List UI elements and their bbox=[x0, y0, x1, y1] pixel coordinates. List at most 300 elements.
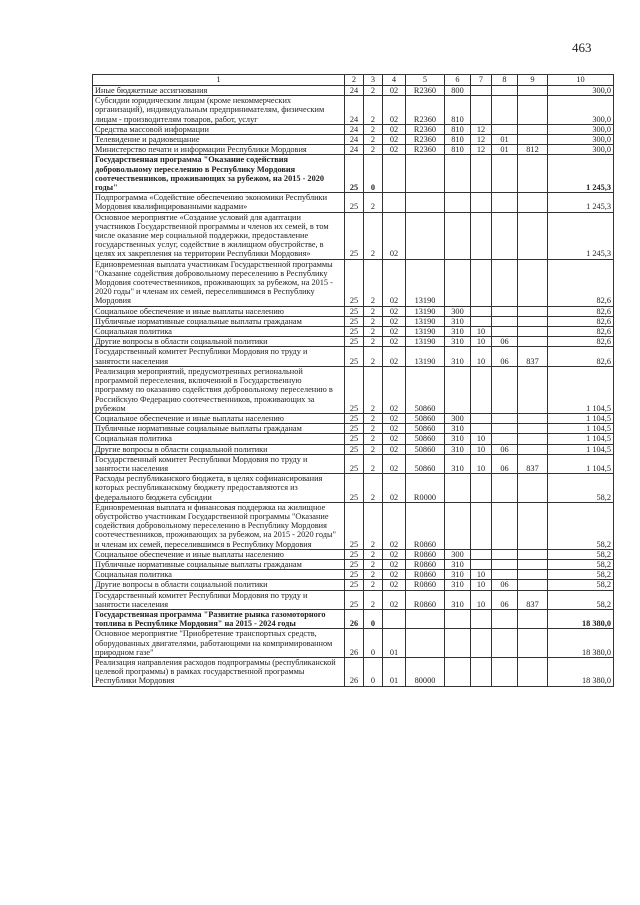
subprogram-code-cell: 2 bbox=[364, 96, 383, 125]
department-code-cell bbox=[518, 657, 548, 686]
table-row bbox=[93, 337, 614, 347]
section-code-cell: 25 bbox=[345, 444, 364, 454]
department-code-cell bbox=[518, 155, 548, 193]
section-code-cell: 25 bbox=[345, 259, 364, 306]
chapter-cell: 10 bbox=[471, 434, 492, 444]
department-code-cell bbox=[518, 580, 548, 590]
item-name-cell: Социальное обеспечение и иные выплаты населению bbox=[93, 413, 345, 423]
item-name-cell: Государственный комитет Республики Мордовия по труду и занятости населения bbox=[93, 590, 345, 609]
table-row bbox=[93, 454, 614, 473]
item-name-cell: Социальное обеспечение и иные выплаты населению bbox=[93, 306, 345, 316]
section-code-cell: 25 bbox=[345, 316, 364, 326]
target-code-cell bbox=[406, 155, 445, 193]
expense-type-cell bbox=[445, 609, 471, 628]
subsection-cell bbox=[492, 549, 518, 559]
section-code-cell: 25 bbox=[345, 502, 364, 549]
amount-cell: 18 380,0 bbox=[548, 609, 614, 628]
table-row bbox=[93, 96, 614, 125]
item-name-cell: Основное мероприятие «Создание условий для адаптации участников Государственной программы и членов их семей, в том числе оказание мер социальной поддержки, предоставление государственных услуг, содействие в жилищном обустройстве, в целях их закрепления на территории Республики Мордовия» bbox=[93, 212, 345, 259]
table-row bbox=[93, 434, 614, 444]
chapter-cell bbox=[471, 657, 492, 686]
item-name-cell: Государственная программа "Оказание содействия добровольному переселению в Республику Мордовия соотечественников, проживающих за рубежом, на 2015 - 2020 годы" bbox=[93, 155, 345, 193]
amount-cell: 1 245,3 bbox=[548, 193, 614, 212]
department-code-cell bbox=[518, 434, 548, 444]
subprogram-code-cell: 2 bbox=[364, 327, 383, 337]
item-name-cell: Социальная политика bbox=[93, 570, 345, 580]
expense-type-cell bbox=[445, 657, 471, 686]
header-cell: 7 bbox=[471, 75, 492, 86]
expense-type-cell: 310 bbox=[445, 327, 471, 337]
section-code-cell: 26 bbox=[345, 657, 364, 686]
chapter-cell bbox=[471, 559, 492, 569]
chapter-cell bbox=[471, 316, 492, 326]
subprogram-code-cell: 0 bbox=[364, 155, 383, 193]
section-code-cell: 25 bbox=[345, 193, 364, 212]
section-code-cell: 25 bbox=[345, 549, 364, 559]
subsection-cell: 01 bbox=[492, 135, 518, 145]
subprogram-code-cell: 2 bbox=[364, 559, 383, 569]
expense-type-cell: 310 bbox=[445, 559, 471, 569]
chapter-cell bbox=[471, 629, 492, 658]
subsection-cell: 06 bbox=[492, 444, 518, 454]
budget-table bbox=[92, 74, 614, 687]
target-code-cell: 50860 bbox=[406, 413, 445, 423]
subsection-cell: 06 bbox=[492, 454, 518, 473]
expense-type-cell: 300 bbox=[445, 413, 471, 423]
event-code-cell: 02 bbox=[383, 212, 406, 259]
table-row bbox=[93, 124, 614, 134]
amount-cell: 58,2 bbox=[548, 549, 614, 559]
subprogram-code-cell: 2 bbox=[364, 454, 383, 473]
header-cell: 4 bbox=[383, 75, 406, 86]
target-code-cell: 13190 bbox=[406, 327, 445, 337]
table-row bbox=[93, 590, 614, 609]
header-cell: 5 bbox=[406, 75, 445, 86]
item-name-cell: Другие вопросы в области социальной политики bbox=[93, 444, 345, 454]
chapter-cell bbox=[471, 212, 492, 259]
subprogram-code-cell: 2 bbox=[364, 212, 383, 259]
subsection-cell: 06 bbox=[492, 580, 518, 590]
amount-cell: 1 104,5 bbox=[548, 413, 614, 423]
table-row bbox=[93, 444, 614, 454]
expense-type-cell: 310 bbox=[445, 424, 471, 434]
chapter-cell: 10 bbox=[471, 454, 492, 473]
expense-type-cell bbox=[445, 193, 471, 212]
chapter-cell: 10 bbox=[471, 327, 492, 337]
department-code-cell bbox=[518, 96, 548, 125]
subsection-cell bbox=[492, 424, 518, 434]
chapter-cell bbox=[471, 86, 492, 96]
amount-cell: 1 245,3 bbox=[548, 155, 614, 193]
section-code-cell: 25 bbox=[345, 454, 364, 473]
section-code-cell: 24 bbox=[345, 124, 364, 134]
amount-cell: 1 104,5 bbox=[548, 366, 614, 413]
table-row bbox=[93, 212, 614, 259]
item-name-cell: Средства массовой информации bbox=[93, 124, 345, 134]
table-row bbox=[93, 145, 614, 155]
subsection-cell bbox=[492, 366, 518, 413]
table-row bbox=[93, 549, 614, 559]
item-name-cell: Расходы республиканского бюджета, в целях софинансирования которых республиканскому бюджету предоставляются из федерального бюджета субсидии bbox=[93, 474, 345, 503]
department-code-cell bbox=[518, 474, 548, 503]
target-code-cell: R2360 bbox=[406, 124, 445, 134]
chapter-cell bbox=[471, 306, 492, 316]
department-code-cell bbox=[518, 327, 548, 337]
amount-cell: 300,0 bbox=[548, 86, 614, 96]
chapter-cell bbox=[471, 609, 492, 628]
department-code-cell bbox=[518, 212, 548, 259]
department-code-cell: 837 bbox=[518, 590, 548, 609]
chapter-cell: 12 bbox=[471, 124, 492, 134]
header-cell: 3 bbox=[364, 75, 383, 86]
target-code-cell: 80000 bbox=[406, 657, 445, 686]
expense-type-cell: 310 bbox=[445, 454, 471, 473]
target-code-cell: R2360 bbox=[406, 135, 445, 145]
table-row bbox=[93, 657, 614, 686]
expense-type-cell bbox=[445, 155, 471, 193]
expense-type-cell bbox=[445, 212, 471, 259]
subsection-cell bbox=[492, 502, 518, 549]
table-row bbox=[93, 502, 614, 549]
target-code-cell: 50860 bbox=[406, 366, 445, 413]
expense-type-cell bbox=[445, 366, 471, 413]
chapter-cell: 10 bbox=[471, 444, 492, 454]
section-code-cell: 26 bbox=[345, 629, 364, 658]
item-name-cell: Реализация мероприятий, предусмотренных региональной программой переселения, включенной в Государственную программу по оказанию содействия добровольному переселению в Российскую Федерацию соотечественников, проживающих за рубежом bbox=[93, 366, 345, 413]
amount-cell: 18 380,0 bbox=[548, 629, 614, 658]
chapter-cell bbox=[471, 549, 492, 559]
section-code-cell: 25 bbox=[345, 337, 364, 347]
subsection-cell bbox=[492, 316, 518, 326]
section-code-cell: 25 bbox=[345, 590, 364, 609]
subprogram-code-cell: 2 bbox=[364, 580, 383, 590]
department-code-cell: 837 bbox=[518, 347, 548, 366]
target-code-cell: R0000 bbox=[406, 474, 445, 503]
item-name-cell: Единовременная выплата участникам Государственной программы "Оказание содействия добровольному переселению в Республику Мордовия соотечественников, проживающих за рубежом, на 2015 - 2020 годы" и членам их семей, переселившимся в Республику Мордовия bbox=[93, 259, 345, 306]
item-name-cell: Социальное обеспечение и иные выплаты населению bbox=[93, 549, 345, 559]
amount-cell: 58,2 bbox=[548, 474, 614, 503]
section-code-cell: 26 bbox=[345, 609, 364, 628]
table-row bbox=[93, 580, 614, 590]
item-name-cell: Иные бюджетные ассигнования bbox=[93, 86, 345, 96]
item-name-cell: Публичные нормативные социальные выплаты гражданам bbox=[93, 316, 345, 326]
subprogram-code-cell: 2 bbox=[364, 366, 383, 413]
chapter-cell: 12 bbox=[471, 145, 492, 155]
chapter-cell bbox=[471, 474, 492, 503]
amount-cell: 82,6 bbox=[548, 259, 614, 306]
target-code-cell bbox=[406, 212, 445, 259]
target-code-cell: R0860 bbox=[406, 559, 445, 569]
department-code-cell bbox=[518, 316, 548, 326]
department-code-cell bbox=[518, 193, 548, 212]
expense-type-cell: 810 bbox=[445, 145, 471, 155]
department-code-cell bbox=[518, 444, 548, 454]
event-code-cell: 02 bbox=[383, 580, 406, 590]
department-code-cell: 812 bbox=[518, 145, 548, 155]
event-code-cell: 02 bbox=[383, 590, 406, 609]
subprogram-code-cell: 2 bbox=[364, 474, 383, 503]
table-row bbox=[93, 155, 614, 193]
expense-type-cell: 310 bbox=[445, 434, 471, 444]
target-code-cell: R0860 bbox=[406, 590, 445, 609]
amount-cell: 82,6 bbox=[548, 327, 614, 337]
table-row bbox=[93, 559, 614, 569]
subprogram-code-cell: 2 bbox=[364, 549, 383, 559]
item-name-cell: Единовременная выплата и финансовая поддержка на жилищное обустройство участникам Государственной программы "Оказание содействия добровольному переселению в Республику Мордовия соотечественников, проживающих за рубежом, на 2015 - 2020 годы" и членам их семей, переселившимся в Республику Мордовия bbox=[93, 502, 345, 549]
event-code-cell: 02 bbox=[383, 366, 406, 413]
chapter-cell bbox=[471, 96, 492, 125]
item-name-cell: Основное мероприятие "Приобретение транспортных средств, оборудованных двигателями, работающими на компримированном природном газе" bbox=[93, 629, 345, 658]
item-name-cell: Подпрограмма «Содействие обеспечению экономики Республики Мордовия квалифицированными кадрами» bbox=[93, 193, 345, 212]
subsection-cell bbox=[492, 96, 518, 125]
subsection-cell bbox=[492, 124, 518, 134]
event-code-cell: 02 bbox=[383, 96, 406, 125]
subprogram-code-cell: 2 bbox=[364, 444, 383, 454]
subprogram-code-cell: 2 bbox=[364, 337, 383, 347]
target-code-cell: 13190 bbox=[406, 306, 445, 316]
department-code-cell bbox=[518, 609, 548, 628]
section-code-cell: 25 bbox=[345, 306, 364, 316]
event-code-cell: 01 bbox=[383, 657, 406, 686]
subprogram-code-cell: 0 bbox=[364, 657, 383, 686]
header-cell: 1 bbox=[93, 75, 345, 86]
item-name-cell: Субсидии юридическим лицам (кроме некоммерческих организаций), индивидуальным предпринимателям, физическим лицам - производителям товаров, работ, услуг bbox=[93, 96, 345, 125]
target-code-cell: 13190 bbox=[406, 316, 445, 326]
department-code-cell bbox=[518, 124, 548, 134]
header-cell: 8 bbox=[492, 75, 518, 86]
expense-type-cell: 310 bbox=[445, 580, 471, 590]
subsection-cell bbox=[492, 434, 518, 444]
header-cell: 6 bbox=[445, 75, 471, 86]
event-code-cell: 02 bbox=[383, 570, 406, 580]
subprogram-code-cell: 2 bbox=[364, 259, 383, 306]
event-code-cell: 02 bbox=[383, 502, 406, 549]
target-code-cell: R0860 bbox=[406, 549, 445, 559]
header-cell: 9 bbox=[518, 75, 548, 86]
expense-type-cell: 810 bbox=[445, 96, 471, 125]
subprogram-code-cell: 2 bbox=[364, 193, 383, 212]
target-code-cell: R0860 bbox=[406, 502, 445, 549]
amount-cell: 58,2 bbox=[548, 502, 614, 549]
section-code-cell: 24 bbox=[345, 86, 364, 96]
event-code-cell: 02 bbox=[383, 124, 406, 134]
chapter-cell bbox=[471, 502, 492, 549]
item-name-cell: Государственный комитет Республики Мордовия по труду и занятости населения bbox=[93, 454, 345, 473]
department-code-cell: 837 bbox=[518, 454, 548, 473]
amount-cell: 300,0 bbox=[548, 135, 614, 145]
event-code-cell: 02 bbox=[383, 424, 406, 434]
amount-cell: 82,6 bbox=[548, 306, 614, 316]
subprogram-code-cell: 2 bbox=[364, 424, 383, 434]
subprogram-code-cell: 2 bbox=[364, 413, 383, 423]
target-code-cell: 13190 bbox=[406, 337, 445, 347]
subsection-cell bbox=[492, 629, 518, 658]
table-row bbox=[93, 413, 614, 423]
department-code-cell bbox=[518, 337, 548, 347]
section-code-cell: 24 bbox=[345, 145, 364, 155]
event-code-cell: 02 bbox=[383, 549, 406, 559]
subsection-cell: 06 bbox=[492, 590, 518, 609]
item-name-cell: Министерство печати и информации Республики Мордовия bbox=[93, 145, 345, 155]
subprogram-code-cell: 2 bbox=[364, 86, 383, 96]
target-code-cell: 50860 bbox=[406, 424, 445, 434]
section-code-cell: 24 bbox=[345, 135, 364, 145]
table-row bbox=[93, 86, 614, 96]
target-code-cell: 13190 bbox=[406, 347, 445, 366]
chapter-cell: 12 bbox=[471, 135, 492, 145]
subsection-cell: 06 bbox=[492, 337, 518, 347]
event-code-cell: 02 bbox=[383, 413, 406, 423]
chapter-cell bbox=[471, 424, 492, 434]
subsection-cell bbox=[492, 474, 518, 503]
department-code-cell bbox=[518, 559, 548, 569]
amount-cell: 300,0 bbox=[548, 96, 614, 125]
expense-type-cell bbox=[445, 629, 471, 658]
subsection-cell bbox=[492, 306, 518, 316]
subprogram-code-cell: 2 bbox=[364, 570, 383, 580]
chapter-cell bbox=[471, 193, 492, 212]
subsection-cell bbox=[492, 212, 518, 259]
section-code-cell: 25 bbox=[345, 366, 364, 413]
target-code-cell: R0860 bbox=[406, 570, 445, 580]
event-code-cell: 02 bbox=[383, 145, 406, 155]
section-code-cell: 25 bbox=[345, 474, 364, 503]
section-code-cell: 25 bbox=[345, 155, 364, 193]
table-row bbox=[93, 327, 614, 337]
table-row bbox=[93, 316, 614, 326]
subsection-cell bbox=[492, 657, 518, 686]
amount-cell: 82,6 bbox=[548, 316, 614, 326]
event-code-cell bbox=[383, 609, 406, 628]
subsection-cell bbox=[492, 609, 518, 628]
event-code-cell: 02 bbox=[383, 337, 406, 347]
subsection-cell bbox=[492, 413, 518, 423]
department-code-cell bbox=[518, 502, 548, 549]
target-code-cell bbox=[406, 629, 445, 658]
event-code-cell: 02 bbox=[383, 259, 406, 306]
expense-type-cell: 310 bbox=[445, 337, 471, 347]
subprogram-code-cell: 2 bbox=[364, 590, 383, 609]
department-code-cell bbox=[518, 629, 548, 658]
amount-cell: 1 104,5 bbox=[548, 424, 614, 434]
subsection-cell bbox=[492, 86, 518, 96]
table-row bbox=[93, 474, 614, 503]
table-row bbox=[93, 570, 614, 580]
amount-cell: 1 245,3 bbox=[548, 212, 614, 259]
expense-type-cell: 310 bbox=[445, 347, 471, 366]
section-code-cell: 25 bbox=[345, 434, 364, 444]
item-name-cell: Государственная программа "Развитие рынка газомоторного топлива в Республике Мордовия" на 2015 - 2024 годы bbox=[93, 609, 345, 628]
event-code-cell: 02 bbox=[383, 327, 406, 337]
event-code-cell: 02 bbox=[383, 347, 406, 366]
item-name-cell: Государственный комитет Республики Мордовия по труду и занятости населения bbox=[93, 347, 345, 366]
section-code-cell: 25 bbox=[345, 347, 364, 366]
subsection-cell bbox=[492, 193, 518, 212]
expense-type-cell bbox=[445, 259, 471, 306]
subsection-cell bbox=[492, 570, 518, 580]
item-name-cell: Социальная политика bbox=[93, 434, 345, 444]
chapter-cell: 10 bbox=[471, 580, 492, 590]
table-row bbox=[93, 347, 614, 366]
target-code-cell: R2360 bbox=[406, 86, 445, 96]
subprogram-code-cell: 2 bbox=[364, 306, 383, 316]
expense-type-cell bbox=[445, 474, 471, 503]
section-code-cell: 25 bbox=[345, 580, 364, 590]
target-code-cell: 50860 bbox=[406, 454, 445, 473]
target-code-cell: R0860 bbox=[406, 580, 445, 590]
expense-type-cell: 810 bbox=[445, 135, 471, 145]
department-code-cell bbox=[518, 413, 548, 423]
subsection-cell bbox=[492, 259, 518, 306]
amount-cell: 300,0 bbox=[548, 145, 614, 155]
expense-type-cell: 300 bbox=[445, 549, 471, 559]
subprogram-code-cell: 2 bbox=[364, 434, 383, 444]
event-code-cell: 02 bbox=[383, 135, 406, 145]
section-code-cell: 24 bbox=[345, 96, 364, 125]
target-code-cell: R2360 bbox=[406, 145, 445, 155]
event-code-cell: 02 bbox=[383, 559, 406, 569]
amount-cell: 1 104,5 bbox=[548, 444, 614, 454]
target-code-cell: 50860 bbox=[406, 444, 445, 454]
page-number: 463 bbox=[572, 40, 592, 55]
section-code-cell: 25 bbox=[345, 570, 364, 580]
item-name-cell: Телевидение и радиовещание bbox=[93, 135, 345, 145]
chapter-cell bbox=[471, 259, 492, 306]
header-cell: 10 bbox=[548, 75, 614, 86]
department-code-cell bbox=[518, 306, 548, 316]
chapter-cell: 10 bbox=[471, 337, 492, 347]
table-row bbox=[93, 366, 614, 413]
subprogram-code-cell: 2 bbox=[364, 347, 383, 366]
section-code-cell: 25 bbox=[345, 327, 364, 337]
table-row bbox=[93, 193, 614, 212]
amount-cell: 58,2 bbox=[548, 580, 614, 590]
chapter-cell bbox=[471, 155, 492, 193]
expense-type-cell: 310 bbox=[445, 316, 471, 326]
event-code-cell: 02 bbox=[383, 434, 406, 444]
amount-cell: 82,6 bbox=[548, 337, 614, 347]
expense-type-cell: 800 bbox=[445, 86, 471, 96]
amount-cell: 58,2 bbox=[548, 570, 614, 580]
event-code-cell: 02 bbox=[383, 454, 406, 473]
department-code-cell bbox=[518, 366, 548, 413]
table-row bbox=[93, 259, 614, 306]
chapter-cell: 10 bbox=[471, 347, 492, 366]
target-code-cell bbox=[406, 193, 445, 212]
expense-type-cell: 810 bbox=[445, 124, 471, 134]
amount-cell: 58,2 bbox=[548, 590, 614, 609]
subsection-cell bbox=[492, 559, 518, 569]
expense-type-cell: 310 bbox=[445, 444, 471, 454]
table-row bbox=[93, 306, 614, 316]
item-name-cell: Другие вопросы в области социальной политики bbox=[93, 337, 345, 347]
target-code-cell bbox=[406, 609, 445, 628]
table-row bbox=[93, 629, 614, 658]
header-cell: 2 bbox=[345, 75, 364, 86]
chapter-cell: 10 bbox=[471, 570, 492, 580]
subprogram-code-cell: 2 bbox=[364, 135, 383, 145]
expense-type-cell: 310 bbox=[445, 570, 471, 580]
subprogram-code-cell: 0 bbox=[364, 609, 383, 628]
item-name-cell: Другие вопросы в области социальной политики bbox=[93, 580, 345, 590]
event-code-cell: 02 bbox=[383, 316, 406, 326]
table-row bbox=[93, 135, 614, 145]
chapter-cell bbox=[471, 413, 492, 423]
amount-cell: 58,2 bbox=[548, 559, 614, 569]
item-name-cell: Публичные нормативные социальные выплаты гражданам bbox=[93, 424, 345, 434]
event-code-cell: 02 bbox=[383, 306, 406, 316]
department-code-cell bbox=[518, 570, 548, 580]
